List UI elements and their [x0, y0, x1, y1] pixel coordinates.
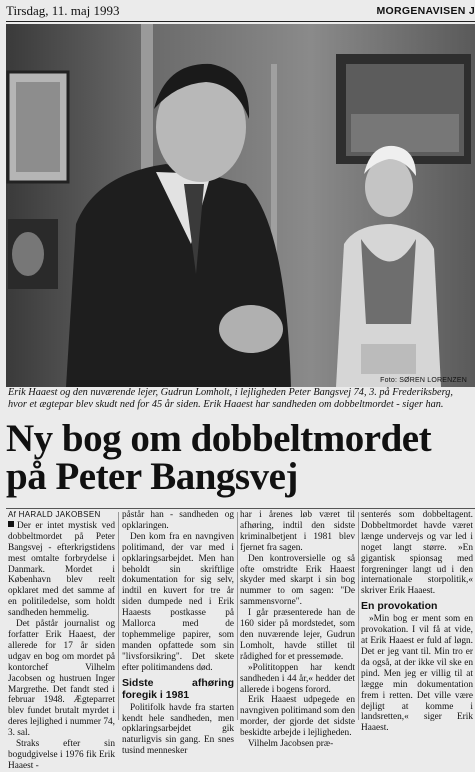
paragraph: I går præsenterede han de 160 sider på mordstedet, som den nuværende lejer, Gudrun Lomholt, havde stillet til rådighed for et pressemøde. — [240, 608, 355, 662]
subheading: En provokation — [361, 600, 438, 613]
issue-date: Tirsdag, 11. maj 1993 — [6, 3, 120, 18]
article-column-2 — [122, 510, 234, 757]
header-rule — [6, 21, 475, 22]
paragraph: Det påstår journalist og forfatter Erik Haaest, der allerede for 17 år siden udgav en bog om mordet på kontorchef Vilhelm Jacobsen og hustruen Inger Margrethe. Det fandt sted i februar 1948. Ægteparret blev fundet brutalt myrdet i deres lejlighed i nummer 74, 3. sal. — [8, 619, 115, 739]
article-column-3 — [240, 510, 355, 750]
headline-line-2: på Peter Bangsvej — [6, 455, 298, 498]
paragraph: Erik Haaest udpegede en navngiven politimand som den morder, der gjorde det sidste beskidte arbejde i lejligheden. — [240, 695, 355, 739]
newspaper-name: MORGENAVISEN J — [376, 5, 475, 17]
paragraph: har i årenes løb været til afhøring, indtil den sidste kriminalbetjent i 1981 blev fjernet fra sagen. — [240, 510, 355, 553]
byline: Af HARALD JAKOBSEN — [8, 510, 101, 519]
subheading: Sidste afhøring foregik i 1981 — [122, 676, 234, 701]
page-header — [6, 3, 475, 19]
headline — [6, 417, 475, 498]
headline-rule — [6, 508, 475, 509]
paragraph: senterés som dobbeltagent. Dobbeltmordet havde været længe undervejs og var led i noget langt større. »En gigantisk spionsag med forgreninger langt ud i den internationale storpolitik,« skriver Erik Haaest. — [361, 510, 473, 597]
bullet-icon — [8, 521, 14, 527]
photo-credit: Foto: SØREN LORENZEN — [380, 377, 467, 384]
paragraph: »Polititoppen har kendt sandheden i 44 år,« hedder det allerede i bogens forord. — [240, 662, 355, 695]
paragraph: Der er intet mystisk ved dobbeltmordet på Peter Bangsvej - efterkrigstidens mest omtalte forbrydelse i Danmark. Mordet i København blev reelt opklaret med det samme af en politiledelse, som holdt sandheden hemmelig. — [8, 520, 115, 619]
column-divider — [358, 512, 359, 720]
paragraph: Politifolk havde fra starten kendt hele sandheden, men opklaringsarbejdet gik naturligvis sin gang. En snes tusind mennesker — [122, 702, 234, 757]
paragraph: Vilhelm Jacobsen præ- — [248, 739, 334, 750]
photo-caption: Erik Haaest og den nuværende lejer, Gudrun Lomholt, i lejligheden Peter Bangsvej 74, 3. på Frederiksberg, hvor et ægtepar blev skudt ned for 45 år siden. Erik Haaest har sandheden om dobbeltmordet - siger han. — [8, 387, 453, 410]
column-divider — [118, 512, 119, 720]
paragraph: Den kontroversielle og så ofte omstridte Erik Haaest skyder med skarpt i sin bog nummer to om sagen: "De sammensvorne". — [240, 553, 355, 608]
article-column-1 — [8, 510, 115, 772]
paragraph: påstår han - sandheden og opklaringen. — [122, 510, 234, 531]
article-column-4 — [361, 510, 473, 734]
news-photo — [6, 24, 475, 387]
headline-line-1: Ny bog om dobbeltmordet — [6, 417, 432, 460]
paragraph: »Min bog er ment som en provokation. I vil få at vide, at Erik Haaest er fuld af løgn. Det er jeg vant til. Min tro er da også, at der ikke vil ske en pind. Men jeg er villig til at lægge min dokumentation frem i retten. Det ville være dejligt at komme i landsretten,« siger Erik Haaest. — [361, 614, 473, 734]
paragraph: Straks efter sin bogudgivelse i 1976 fik Erik Haaest - — [8, 739, 115, 771]
paragraph: Den kom fra en navngiven politimand, der var med i opklaringsarbejdet. Men han beholdt sin skriftlige dokumentation for sig selv, indtil en kuvert for tre år siden dumpede ned i Erik Haaests postkasse på Mallorca med de tophemmelige papirer, som manden opfattede som sin "livsforsikring". Det skete efter politimandens død. — [122, 531, 234, 673]
column-divider — [237, 512, 238, 720]
